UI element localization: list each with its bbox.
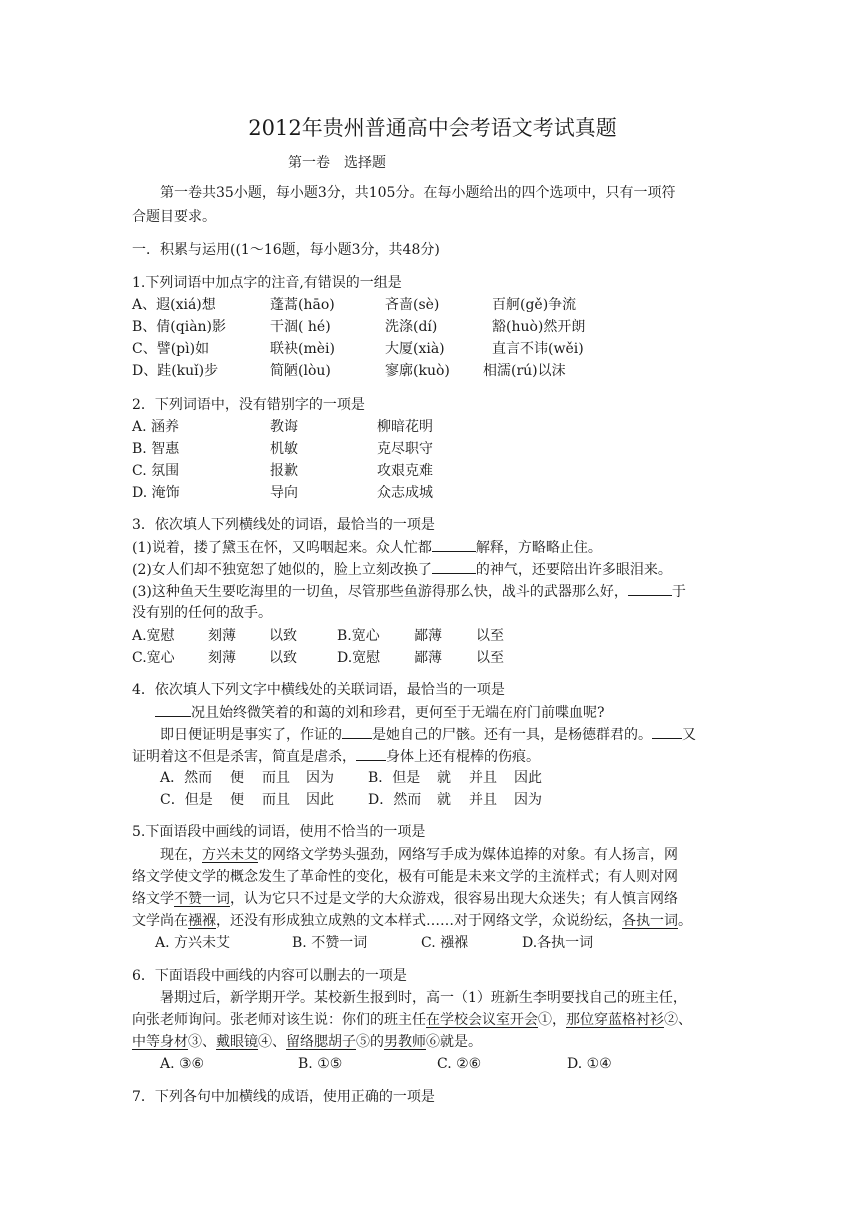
q2-option: 柳暗花明 xyxy=(377,419,433,435)
q3-option: 以至 xyxy=(476,628,504,644)
q4-option: 便 xyxy=(230,792,244,808)
q5-text: ，认为它只不过是文学的大众游戏，很容易出现大众迷失；有人慎言网络 xyxy=(230,891,678,907)
q1-option: 吝啬(sè) xyxy=(385,297,440,313)
q6-para-line-2 xyxy=(132,1010,692,1030)
q6-text: ③、 xyxy=(188,1034,216,1050)
q5-para-line-3 xyxy=(132,889,678,909)
q3-s2-text: (2)女人们却不独宽恕了她似的，脸上立刻改换了 xyxy=(132,562,432,578)
q1-stem: 1.下列词语中加点字的注音,有错误的一组是 xyxy=(132,275,402,291)
q4-option: B．但是 xyxy=(368,770,421,786)
section-subtitle: 第一卷 选择题 xyxy=(288,155,386,171)
q6-option: A. ③⑥ xyxy=(160,1056,205,1072)
q3-option: D.宽慰 xyxy=(337,650,381,666)
q3-option: 鄙薄 xyxy=(414,628,442,644)
q6-underlined-phrase: 中等身材 xyxy=(132,1034,188,1050)
q6-para-line-1: 暑期过后，新学期开学。某校新生报到时，高一（1）班新生李明要找自己的班主任， xyxy=(160,990,687,1006)
intro-line-1: 第一卷共35小题，每小题3分，共105分。在每小题给出的四个选项中，只有一项符 xyxy=(160,185,676,201)
q4-option: D．然而 xyxy=(368,792,422,808)
q2-option: B. 智惠 xyxy=(132,441,180,457)
q4-option: C．但是 xyxy=(160,792,213,808)
q1-option: 洗涤(dí) xyxy=(385,319,438,335)
q5-para-line-1 xyxy=(160,845,678,865)
q2-option: 攻艰克难 xyxy=(377,463,433,479)
q5-text: 络文学 xyxy=(132,891,174,907)
q2-option: 机敏 xyxy=(270,441,298,457)
q1-option: B、倩(qiàn)影 xyxy=(132,319,227,335)
q6-stem: 6．下面语段中画线的内容可以删去的一项是 xyxy=(132,968,407,984)
q5-underlined-word: 襁褓 xyxy=(188,913,216,929)
q4-line-2 xyxy=(160,724,696,745)
q4-l3-text: 证明着这不但是杀害，简直是虐杀， xyxy=(132,749,356,765)
q4-line-3 xyxy=(132,746,540,767)
fill-blank xyxy=(342,724,372,739)
q1-option: 豁(huò)然开朗 xyxy=(492,319,586,335)
q1-option: A、遐(xiá)想 xyxy=(132,297,216,313)
q6-option: D. ①④ xyxy=(567,1056,612,1072)
q2-option: C. 氛围 xyxy=(132,463,180,479)
q4-option: 并且 xyxy=(469,770,497,786)
q1-option: 联袂(mèi) xyxy=(270,341,335,357)
q4-option: 因此 xyxy=(514,770,542,786)
q5-option: C. 襁褓 xyxy=(421,935,469,951)
q4-option: 而且 xyxy=(262,770,290,786)
q6-underlined-phrase: 在学校会议室开会 xyxy=(426,1012,538,1028)
q3-sentence-1 xyxy=(132,537,602,558)
q1-option: 干涸( hé) xyxy=(270,319,331,335)
q5-para-line-2: 络文学使文学的概念发生了革命性的变化，极有可能是未来文学的主流样式；有人则对网 xyxy=(132,869,678,885)
q2-option: 导向 xyxy=(270,485,298,501)
q3-option: B.宽心 xyxy=(337,628,380,644)
q5-underlined-word: 不赞一词 xyxy=(174,891,230,907)
q4-option: 而且 xyxy=(262,792,290,808)
fill-blank xyxy=(155,702,191,717)
q5-text: 文学尚在 xyxy=(132,913,188,929)
q4-l1-text: 况且始终微笑着的和蔼的刘和珍君，更何至于无端在府门前喋血呢? xyxy=(191,705,605,721)
q5-text: 。 xyxy=(678,913,692,929)
q2-option: 众志成城 xyxy=(377,485,433,501)
q3-s1-text: 解释，方略略止住。 xyxy=(475,540,602,556)
q4-option: 并且 xyxy=(469,792,497,808)
q1-option: 百舸(gě)争流 xyxy=(492,297,577,313)
q2-option: A. 涵养 xyxy=(132,419,180,435)
q5-text: 现在， xyxy=(160,847,202,863)
q3-sentence-3 xyxy=(132,581,686,602)
q6-underlined-phrase: 那位穿蓝格衬衫 xyxy=(566,1012,664,1028)
q5-option: D.各执一词 xyxy=(522,935,594,951)
q3-option: A.宽慰 xyxy=(132,628,175,644)
fill-blank xyxy=(432,537,476,552)
q3-option: 鄙薄 xyxy=(414,650,442,666)
q2-option: 克尽职守 xyxy=(377,441,433,457)
q4-option: 因为 xyxy=(306,770,334,786)
q4-option: A．然而 xyxy=(160,770,213,786)
page-title: 2012年贵州普通高中会考语文考试真题 xyxy=(248,116,617,140)
q3-option: 以致 xyxy=(269,650,297,666)
intro-line-2: 合题目要求。 xyxy=(132,209,216,225)
q6-text: 向张老师询问。张老师对该生说：你们的班主任 xyxy=(132,1012,426,1028)
q1-option: 蓬蒿(hāo) xyxy=(270,297,335,313)
q4-l2-text: 又 xyxy=(682,727,696,743)
q4-option: 因为 xyxy=(514,792,542,808)
q3-option: 以致 xyxy=(269,628,297,644)
q5-stem: 5.下面语段中画线的词语，使用不恰当的一项是 xyxy=(132,824,426,840)
q6-underlined-phrase: 戴眼镜 xyxy=(216,1034,258,1050)
q3-stem: 3．依次填人下列横线处的词语，最恰当的一项是 xyxy=(132,517,435,533)
fill-blank xyxy=(356,746,386,761)
fill-blank xyxy=(652,724,682,739)
q1-option: C、譬(pì)如 xyxy=(132,341,210,357)
section-heading: 一．积累与运用((1～16题，每小题3分，共48分) xyxy=(132,242,440,258)
q4-l2-text: 是她自己的尸骸。还有一具，是杨德群君的。 xyxy=(372,727,652,743)
q2-option: 报歉 xyxy=(270,463,298,479)
q2-option: 教诲 xyxy=(270,419,298,435)
q4-option: 就 xyxy=(437,770,451,786)
q3-option: 刻薄 xyxy=(208,628,236,644)
q3-sentence-3-cont: 没有别的任何的敌手。 xyxy=(132,605,272,621)
q5-option: A. 方兴未艾 xyxy=(155,935,231,951)
q6-option: B. ①⑤ xyxy=(298,1056,343,1072)
q1-option: 直言不讳(wěi) xyxy=(492,341,584,357)
q6-text: ②、 xyxy=(664,1012,692,1028)
q4-stem: 4．依次填人下列文字中横线处的关联词语，最恰当的一项是 xyxy=(132,682,505,698)
q5-text: ，还没有形成独立成熟的文本样式……对于网络文学，众说纷纭， xyxy=(216,913,622,929)
q3-s3-text: (3)这种鱼天生要吃海里的一切鱼，尽管那些鱼游得那么快，战斗的武器那么好， xyxy=(132,584,628,600)
q5-option: B. 不赞一词 xyxy=(292,935,368,951)
q7-stem: 7．下列各句中加横线的成语，使用正确的一项是 xyxy=(132,1089,435,1105)
q3-s2-text: 的神气，还要陪出许多眼泪来。 xyxy=(475,562,672,578)
q4-option: 就 xyxy=(437,792,451,808)
q6-underlined-phrase: 男教师 xyxy=(384,1034,426,1050)
q1-option: 相濡(rú)以沫 xyxy=(483,363,566,379)
q1-option: 大厦(xià) xyxy=(385,341,445,357)
q6-text: ①， xyxy=(538,1012,566,1028)
q2-stem: 2．下列词语中，没有错别字的一项是 xyxy=(132,397,365,413)
q6-para-line-3 xyxy=(132,1032,482,1052)
q4-l2-text: 即日便证明是事实了，作证的 xyxy=(160,727,342,743)
q3-option: 刻薄 xyxy=(208,650,236,666)
q4-option: 因此 xyxy=(306,792,334,808)
q2-option: D. 淹饰 xyxy=(132,485,180,501)
fill-blank xyxy=(628,581,672,596)
q5-underlined-word: 方兴未艾 xyxy=(202,847,258,863)
q3-option: 以至 xyxy=(476,650,504,666)
q5-underlined-word: 各执一词 xyxy=(622,913,678,929)
q3-s3-text: 于 xyxy=(671,584,686,600)
fill-blank xyxy=(432,559,476,574)
q4-l3-text: 身体上还有棍棒的伤痕。 xyxy=(386,749,540,765)
q6-underlined-phrase: 留络腮胡子 xyxy=(286,1034,356,1050)
q1-option: 简陋(lòu) xyxy=(270,363,331,379)
q6-text: ④、 xyxy=(258,1034,286,1050)
q6-option: C. ②⑥ xyxy=(437,1056,482,1072)
q3-option: C.宽心 xyxy=(132,650,175,666)
q5-text: 的网络文学势头强劲，网络写手成为媒体追捧的对象。有人扬言，网 xyxy=(258,847,678,863)
q3-sentence-2 xyxy=(132,559,672,580)
q1-option: D、跬(kuǐ)步 xyxy=(132,363,219,379)
q6-text: ⑤的 xyxy=(356,1034,384,1050)
q1-option: 寥廓(kuò) xyxy=(385,363,450,379)
q4-line-1 xyxy=(155,702,605,723)
q5-para-line-4 xyxy=(132,911,692,931)
q4-option: 便 xyxy=(230,770,244,786)
q6-text: ⑥就是。 xyxy=(426,1034,482,1050)
q3-s1-text: (1)说着，搂了黛玉在怀，又呜咽起来。众人忙都 xyxy=(132,540,432,556)
